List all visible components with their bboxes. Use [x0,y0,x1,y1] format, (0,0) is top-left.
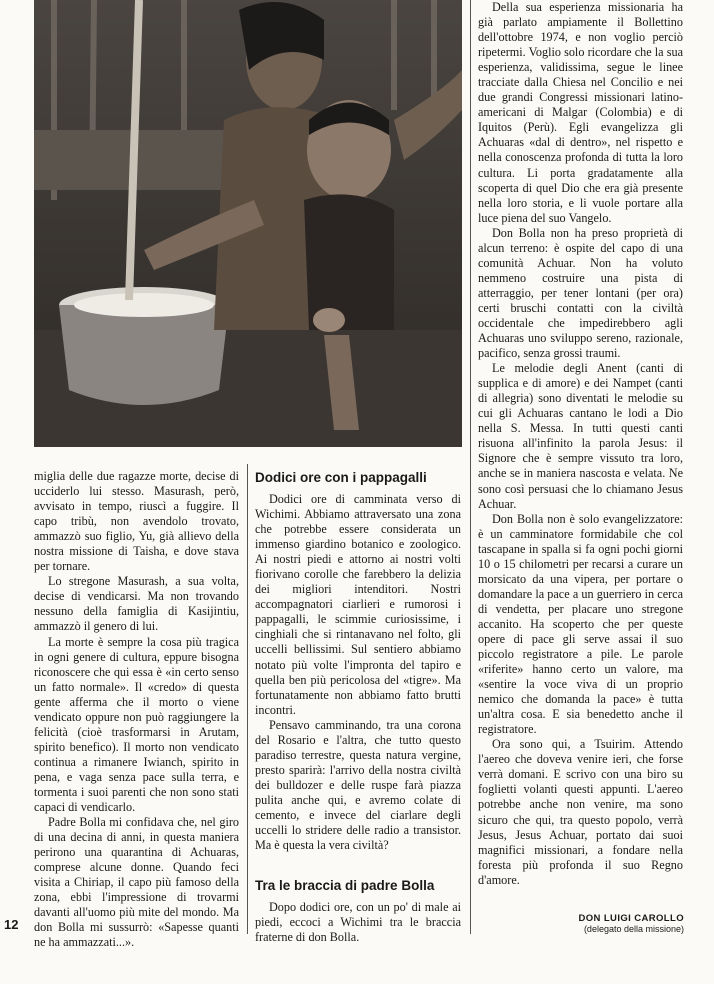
author-name: DON LUIGI CAROLLO [578,913,684,924]
paragraph: Pensavo camminando, tra una corona del Rosario e l'altra, che tutto questo paradiso terrestre, questa natura vergine, presto sparirà: l'arrivo della nostra civiltà dei bulldozer e delle ruspe farà piazza pulita anche qui, e avremo colate di cemento, e invece del ciarlare degli uccelli lo stridere delle radio a transistor. Ma è questa la vera civiltà? [255,717,461,853]
paragraph: Dodici ore di camminata verso di Wichimi. Abbiamo attraversato una zona che potrebbe essere considerata un immenso giardino botanico e zoologico. Ai nostri piedi e attorno ai nostri volti fiorivano corolle che farebbero la delizia dei migliori intenditori. Nostri accompagnatori ciarlieri e rumorosi i pappagalli, le scimmie curiosissime, i cinghiali che si rintanavano nel folto, gli uccelli bellissimi. Sul sentiero abbiamo notato più volte l'impronta del tapiro e quella ben più pericolosa del «tigre». Ma fortunatamente non abbiamo fatto brutti incontri. [255,492,461,717]
paragraph: Le melodie degli Anent (canti di supplica e di amore) e dei Nampet (canti di allegria) sono diventati le melodie su cui gli Achuaras cantano le lodi a Dio nella S. Messa. In tutti questi canti risuona all'infinito la parola Jesus: il Signore che è sempre vissuto tra loro, anche se in maniera nascosta e velata. Ne sono così persuasi che lo chiamano Jesus Achuar. [478,361,683,511]
page-number: 12 [4,917,19,932]
section-heading: Dodici ore con i pappagalli [255,470,427,485]
column-divider [470,0,471,934]
column-2 [255,469,461,945]
author-signature [579,913,685,934]
paragraph: Lo stregone Masurash, a sua volta, decise di vendicarsi. Ma non trovando nessuno della famiglia di Kasijintiu, ammazzò il genero di lui. [34,574,239,634]
paragraph: Dopo dodici ore, con un po' di male ai piedi, eccoci a Wichimi tra le braccia fraterne di don Bolla. [255,900,461,945]
paragraph: Ora sono qui, a Tsuirim. Attendo l'aereo che doveva venire ieri, che forse verrà domani. E scrivo con una biro su foglietti volanti questi appunti. L'aereo potrebbe anche non venire, ma sono sicuro che qui, tra questo popolo, verrà Jesus, Jesus Achuar, portato dai suoi magnifici missionari, a fondare nella foresta più profonda il suo Regno d'amore. [478,737,683,887]
author-role: (delegato della missione) [583,924,684,934]
mother-and-child-photo [34,0,462,447]
column-divider [247,464,248,934]
column-3 [478,0,683,888]
paragraph: La morte è sempre la cosa più tragica in ogni genere di cultura, eppure bisogna riconoscere che qui essa è «in certo senso un fatto normale». Il «credo» di questa gente afferma che il morto o viene vendicato oppure non può raggiungere la felicità (cioè trasformarsi in Arutam, spirito benefico). Il morto non vendicato continua a rimanere Iwianch, spirito in pena, e vaga senza pace sulla terra, e tormenta i suoi parenti che non sono stati capaci di vendicarlo. [34,634,239,815]
paragraph: Don Bolla non è solo evangelizzatore: è un camminatore formidabile che col tascapane in spalla si fa ogni pochi giorni 10 o 15 chilometri per recarsi a curare un morsicato da una vipera, per portare o domandare la pace a un guerriero in cerca di vendetta, per placare uno stregone accanito. Ha scoperto che per queste opere di pace gli serve assai il suo piccolo registratore a pile. Le parole «riferite» hanno certo un valore, ma «sentire la voce viva di un proprio nemico che domanda la pace» è tutta un'altra cosa. E sia benedetto anche il registratore. [478,511,683,737]
paragraph: Della sua esperienza missionaria ha già parlato ampiamente il Bollettino dell'ottobre 1974, e non voglio perciò ripetermi. Voglio solo ricordare che la sua esperienza, validissima, segue le linee tracciate dalla Chiesa nel Concilio e nei due grandi Congressi missionari latino-americani di Malgar (Colombia) e di Iquitos (Perù). Egli evangelizza gli Achuaras «dal di dentro», nel rispetto e nella conoscenza profonda di tutta la loro cultura. Li porta gradatamente alla scoperta di quel Dio che era già presente nella loro storia, e li vuole portare alla luce piena del suo Vangelo. [478,0,683,225]
paragraph: Padre Bolla mi confidava che, nel giro di una decina di anni, in questa maniera perirono una quarantina di Achuaras, comprese alcune donne. Quando feci visita a Chiriap, il capo più famoso della zona, ebbi l'impressione di trovarmi davanti all'uomo più mite del mondo. Ma don Bolla mi sussurrò: «Sapesse quanti ne ha ammazzati...». [34,815,239,950]
section-heading: Tra le braccia di padre Bolla [255,878,435,894]
paragraph: Don Bolla non ha preso proprietà di alcun terreno: è ospite del capo di una comunità Achuar. Non ha voluto nemmeno costruire una pista di atterraggio, per tener lontani (per ora) certi bruschi contatti con la civiltà occidentale che impedirebbero agli Achuaras uno sviluppo sereno, razionale, pacifico, senza grossi traumi. [478,225,683,361]
paragraph: miglia delle due ragazze morte, decise di ucciderlo lui stesso. Masurash, però, avvisato in tempo, riuscì a fuggire. Il capo tribù, non avendolo trovato, ammazzò suo figlio, Yu, già allievo della nostra missione di Taisha, e dove stava per tornare. [34,469,239,574]
column-1 [34,469,239,951]
